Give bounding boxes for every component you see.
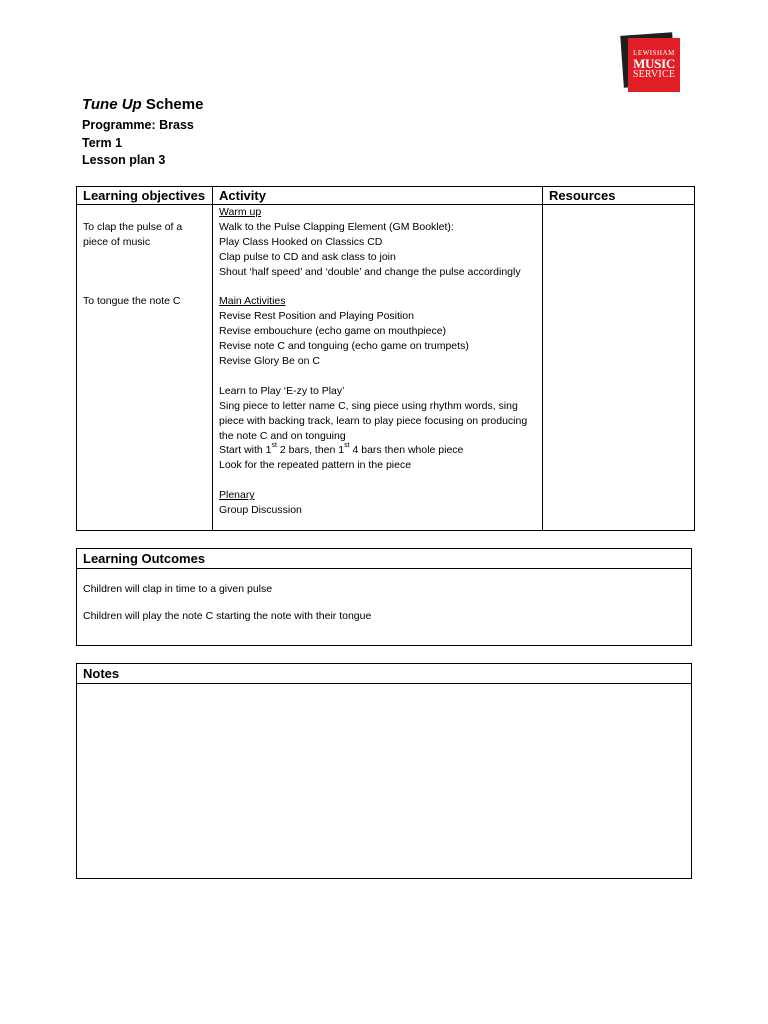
objective-1: To clap the pulse of a piece of music	[83, 221, 183, 248]
col-learning-objectives: Learning objectives	[77, 187, 213, 205]
learning-outcomes-box	[76, 548, 692, 646]
term-line: Term 1	[82, 135, 123, 150]
start-c: 4 bars then whole piece	[349, 444, 464, 457]
document-header	[82, 96, 203, 170]
title-italic: Tune Up	[82, 96, 142, 113]
objectives-cell	[77, 205, 213, 531]
col-activity: Activity	[213, 187, 543, 205]
start-a: Start with 1	[219, 444, 272, 457]
document-title	[82, 96, 203, 113]
warmup-line-4: Shout ‘half speed’ and ‘double’ and change the pulse accordingly	[219, 265, 521, 278]
learn-text: Sing piece to letter name C, sing piece using rhythm words, sing piece with backing track, learn to play piece focusing on producing the note C and on tonguing	[219, 399, 528, 442]
lesson-plan-table	[76, 186, 695, 531]
learn-heading: Learn to Play ‘E-zy to Play’	[219, 384, 345, 397]
notes-heading: Notes	[77, 664, 691, 684]
warmup-line-1: Walk to the Pulse Clapping Element (GM Booklet):	[219, 220, 454, 233]
warmup-heading: Warm up	[219, 206, 262, 218]
col-resources: Resources	[543, 187, 695, 205]
plenary-heading: Plenary	[219, 489, 255, 502]
repeat-line: Look for the repeated pattern in the piece	[219, 459, 412, 472]
logo-line-2: MUSIC	[633, 56, 675, 71]
start-line	[219, 443, 536, 458]
objective-2: To tongue the note C	[83, 294, 181, 307]
warmup-line-2: Play Class Hooked on Classics CD	[219, 235, 383, 248]
start-sup-2: st	[344, 442, 350, 450]
resources-cell	[543, 205, 695, 531]
title-rest: Scheme	[141, 96, 204, 113]
notes-box	[76, 663, 692, 879]
lewisham-music-service-logo	[622, 34, 684, 96]
main-activities-heading: Main Activities	[219, 295, 286, 308]
logo-badge	[628, 38, 680, 92]
table-header-row	[77, 187, 695, 205]
outcome-2: Children will play the note C starting the note with their tongue	[83, 610, 372, 622]
table-body-row	[77, 205, 695, 531]
outcome-1: Children will clap in time to a given pulse	[83, 583, 273, 595]
main-line-4: Revise Glory Be on C	[219, 355, 320, 368]
logo-line-3: SERVICE	[632, 69, 676, 80]
main-line-3: Revise note C and tonguing (echo game on trumpets)	[219, 340, 469, 353]
main-line-1: Revise Rest Position and Playing Position	[219, 310, 414, 323]
programme-line: Programme: Brass	[82, 118, 194, 132]
start-sup-1: st	[271, 442, 277, 450]
logo-line-1: LEWISHAM	[633, 49, 675, 57]
start-b: 2 bars, then 1	[276, 444, 345, 457]
main-line-2: Revise embouchure (echo game on mouthpiece)	[219, 325, 447, 338]
plenary-line: Group Discussion	[219, 504, 302, 517]
learning-outcomes-body	[77, 569, 691, 622]
learning-outcomes-heading: Learning Outcomes	[77, 549, 691, 569]
warmup-line-3: Clap pulse to CD and ask class to join	[219, 250, 396, 263]
notes-body	[77, 684, 691, 698]
lesson-line: Lesson plan 3	[82, 153, 166, 167]
activity-cell	[213, 205, 543, 531]
